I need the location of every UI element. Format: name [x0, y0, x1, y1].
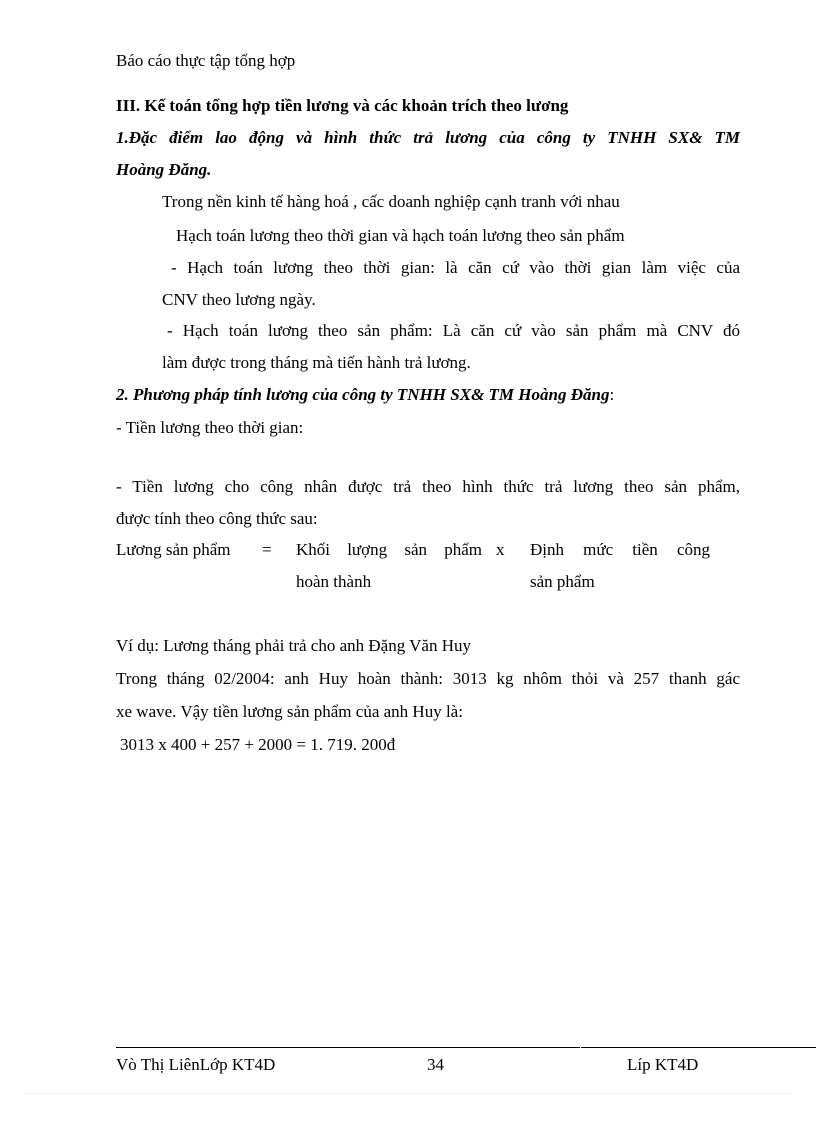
- line-time-wage: - Tiền lương theo thời gian:: [116, 418, 304, 437]
- item-product-line1: - Hạch toán lương theo sản phẩm: Là căn cứ vào sản phẩm mà CNV đó: [167, 321, 740, 340]
- formula-equals: =: [262, 540, 272, 559]
- header-title: Báo cáo thực tập tổng hợp: [116, 51, 296, 70]
- footer-rule-right: [581, 1047, 816, 1048]
- product-wage-line2: được tính theo công thức sau:: [116, 509, 318, 528]
- footer-page-number: 34: [427, 1055, 444, 1074]
- formula-times: x: [496, 540, 505, 559]
- formula-term2-line1: Định mức tiền công: [530, 540, 710, 559]
- item-time-line1: - Hạch toán lương theo thời gian: là căn cứ vào thời gian làm việc của: [171, 258, 740, 277]
- formula-term2-line2: sản phẩm: [530, 572, 595, 591]
- formula-lhs: Lương sản phẩm: [116, 540, 231, 559]
- item-product-line2: làm được trong tháng mà tiến hành trả lương.: [162, 353, 471, 372]
- example-line2: xe wave. Vậy tiền lương sản phẩm của anh Huy là:: [116, 702, 463, 721]
- subsection-2-heading: [116, 385, 614, 405]
- example-line1: Trong tháng 02/2004: anh Huy hoàn thành: 3013 kg nhôm thỏi và 257 thanh gác: [116, 669, 740, 688]
- subsection-2-heading-colon: :: [609, 385, 615, 404]
- footer-class: Líp KT4D: [627, 1055, 699, 1074]
- formula-term1-line2: hoàn thành: [296, 572, 372, 591]
- example-intro: Ví dụ: Lương tháng phải trả cho anh Đặng Văn Huy: [116, 636, 471, 655]
- page-bottom-dotted-line: [25, 1093, 791, 1094]
- paragraph-methods: Hạch toán lương theo thời gian và hạch toán lương theo sản phẩm: [176, 226, 625, 245]
- subsection-1-heading-line2: Hoàng Đăng.: [116, 160, 212, 179]
- footer-author: Vò Thị LiênLớp KT4D: [116, 1055, 276, 1074]
- subsection-1-heading-line1: 1.Đặc điểm lao động và hình thức trả lương của công ty TNHH SX& TM: [116, 128, 740, 147]
- paragraph-market: Trong nền kinh tế hàng hoá , cấc doanh nghiệp cạnh tranh với nhau: [162, 192, 620, 211]
- product-wage-line1: - Tiền lương cho công nhân được trả theo hình thức trả lương theo sản phẩm,: [116, 477, 740, 496]
- subsection-2-heading-text: 2. Phương pháp tính lương của công ty TNHH SX& TM Hoàng Đăng: [116, 385, 610, 404]
- example-calculation: 3013 x 400 + 257 + 2000 = 1. 719. 200đ: [120, 735, 396, 754]
- footer-rule-left: [116, 1047, 580, 1048]
- item-time-line2: CNV theo lương ngày.: [162, 290, 316, 309]
- section-heading: III. Kế toán tổng hợp tiền lương và các khoản trích theo lương: [116, 96, 569, 115]
- formula-term1-line1: Khối lượng sản phẩm: [296, 540, 482, 559]
